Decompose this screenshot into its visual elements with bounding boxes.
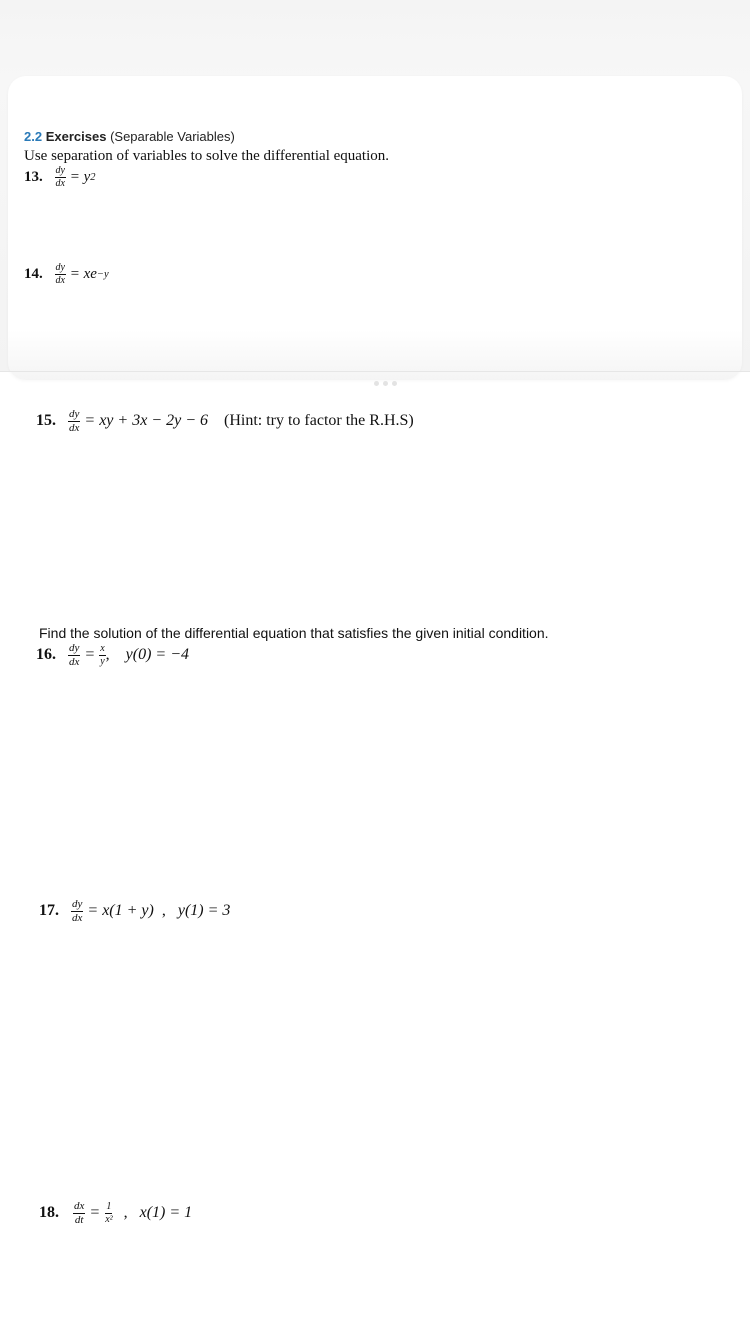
problem-13 bbox=[24, 166, 95, 189]
equation-rhs bbox=[70, 169, 96, 186]
rhs-fraction bbox=[104, 1202, 113, 1225]
instruction-text: Use separation of variables to solve the differential equation. bbox=[24, 148, 390, 164]
page-indicator-dot bbox=[374, 381, 379, 386]
page-indicator-dot bbox=[383, 381, 388, 386]
initial-condition: y(1) = 3 bbox=[177, 902, 231, 920]
page-divider bbox=[0, 371, 750, 372]
problem-number: 14. bbox=[24, 265, 43, 282]
fraction-denominator: dx bbox=[69, 656, 80, 668]
rhs-exponent: −y bbox=[96, 268, 109, 280]
rhs-fraction-numerator: x bbox=[100, 643, 105, 654]
problem-number: 13. bbox=[24, 168, 43, 185]
derivative-fraction bbox=[73, 1201, 85, 1226]
fraction-denominator: dx bbox=[55, 275, 65, 286]
equation-rhs: = x(1 + y) bbox=[87, 902, 154, 920]
rhs-main: = xe bbox=[69, 265, 97, 282]
ivp-instruction-text: Find the solution of the differential equation that satisfies the given initial condition. bbox=[39, 625, 549, 641]
fraction-numerator: dy bbox=[72, 898, 83, 910]
fraction-numerator: dy bbox=[55, 165, 65, 176]
problem-16 bbox=[36, 643, 189, 668]
fraction-numerator: dx bbox=[74, 1200, 85, 1212]
rhs-fraction-denominator: x² bbox=[105, 1214, 113, 1225]
section-subtitle: (Separable Variables) bbox=[110, 129, 235, 144]
derivative-fraction bbox=[55, 263, 66, 286]
problem-15 bbox=[36, 409, 414, 434]
derivative-fraction bbox=[68, 409, 80, 434]
derivative-fraction bbox=[68, 643, 80, 668]
fraction-numerator: dy bbox=[69, 408, 80, 420]
section-heading bbox=[24, 129, 235, 144]
initial-condition: x(1) = 1 bbox=[139, 1204, 193, 1222]
problem-14 bbox=[24, 263, 109, 286]
equals-sign: = bbox=[84, 646, 96, 664]
problem-number: 16. bbox=[36, 646, 56, 664]
rhs-fraction-numerator: 1 bbox=[106, 1201, 112, 1212]
fraction-denominator: dx bbox=[72, 912, 83, 924]
rhs-main: = y bbox=[69, 168, 91, 185]
problem-number: 18. bbox=[39, 1204, 59, 1222]
separator-comma: , bbox=[123, 1204, 128, 1222]
fraction-numerator: dy bbox=[55, 262, 65, 273]
equation-rhs: = xy + 3x − 2y − 6 bbox=[84, 412, 208, 430]
fraction-denominator: dx bbox=[69, 422, 80, 434]
separator-comma: , bbox=[105, 646, 110, 664]
initial-condition: y(0) = −4 bbox=[125, 646, 189, 664]
problem-number: 17. bbox=[39, 902, 59, 920]
fraction-denominator: dx bbox=[55, 178, 65, 189]
derivative-fraction bbox=[55, 166, 66, 189]
fraction-numerator: dy bbox=[69, 642, 80, 654]
hint-text: (Hint: try to factor the R.H.S) bbox=[223, 412, 414, 430]
equals-sign: = bbox=[89, 1204, 101, 1222]
section-number: 2.2 bbox=[24, 129, 43, 144]
separator-comma: , bbox=[161, 902, 166, 920]
problem-number: 15. bbox=[36, 412, 56, 430]
rhs-exponent: 2 bbox=[90, 171, 96, 183]
page-indicator[interactable] bbox=[374, 381, 397, 386]
fraction-denominator: dt bbox=[74, 1214, 84, 1226]
rhs-fraction-denominator: y bbox=[100, 656, 105, 667]
problem-17 bbox=[39, 899, 230, 924]
section-title: Exercises bbox=[45, 129, 107, 144]
problem-18 bbox=[39, 1201, 192, 1226]
equation-rhs bbox=[70, 266, 109, 283]
card-bottom-fade bbox=[8, 330, 742, 380]
derivative-fraction bbox=[71, 899, 83, 924]
page-indicator-dot bbox=[392, 381, 397, 386]
